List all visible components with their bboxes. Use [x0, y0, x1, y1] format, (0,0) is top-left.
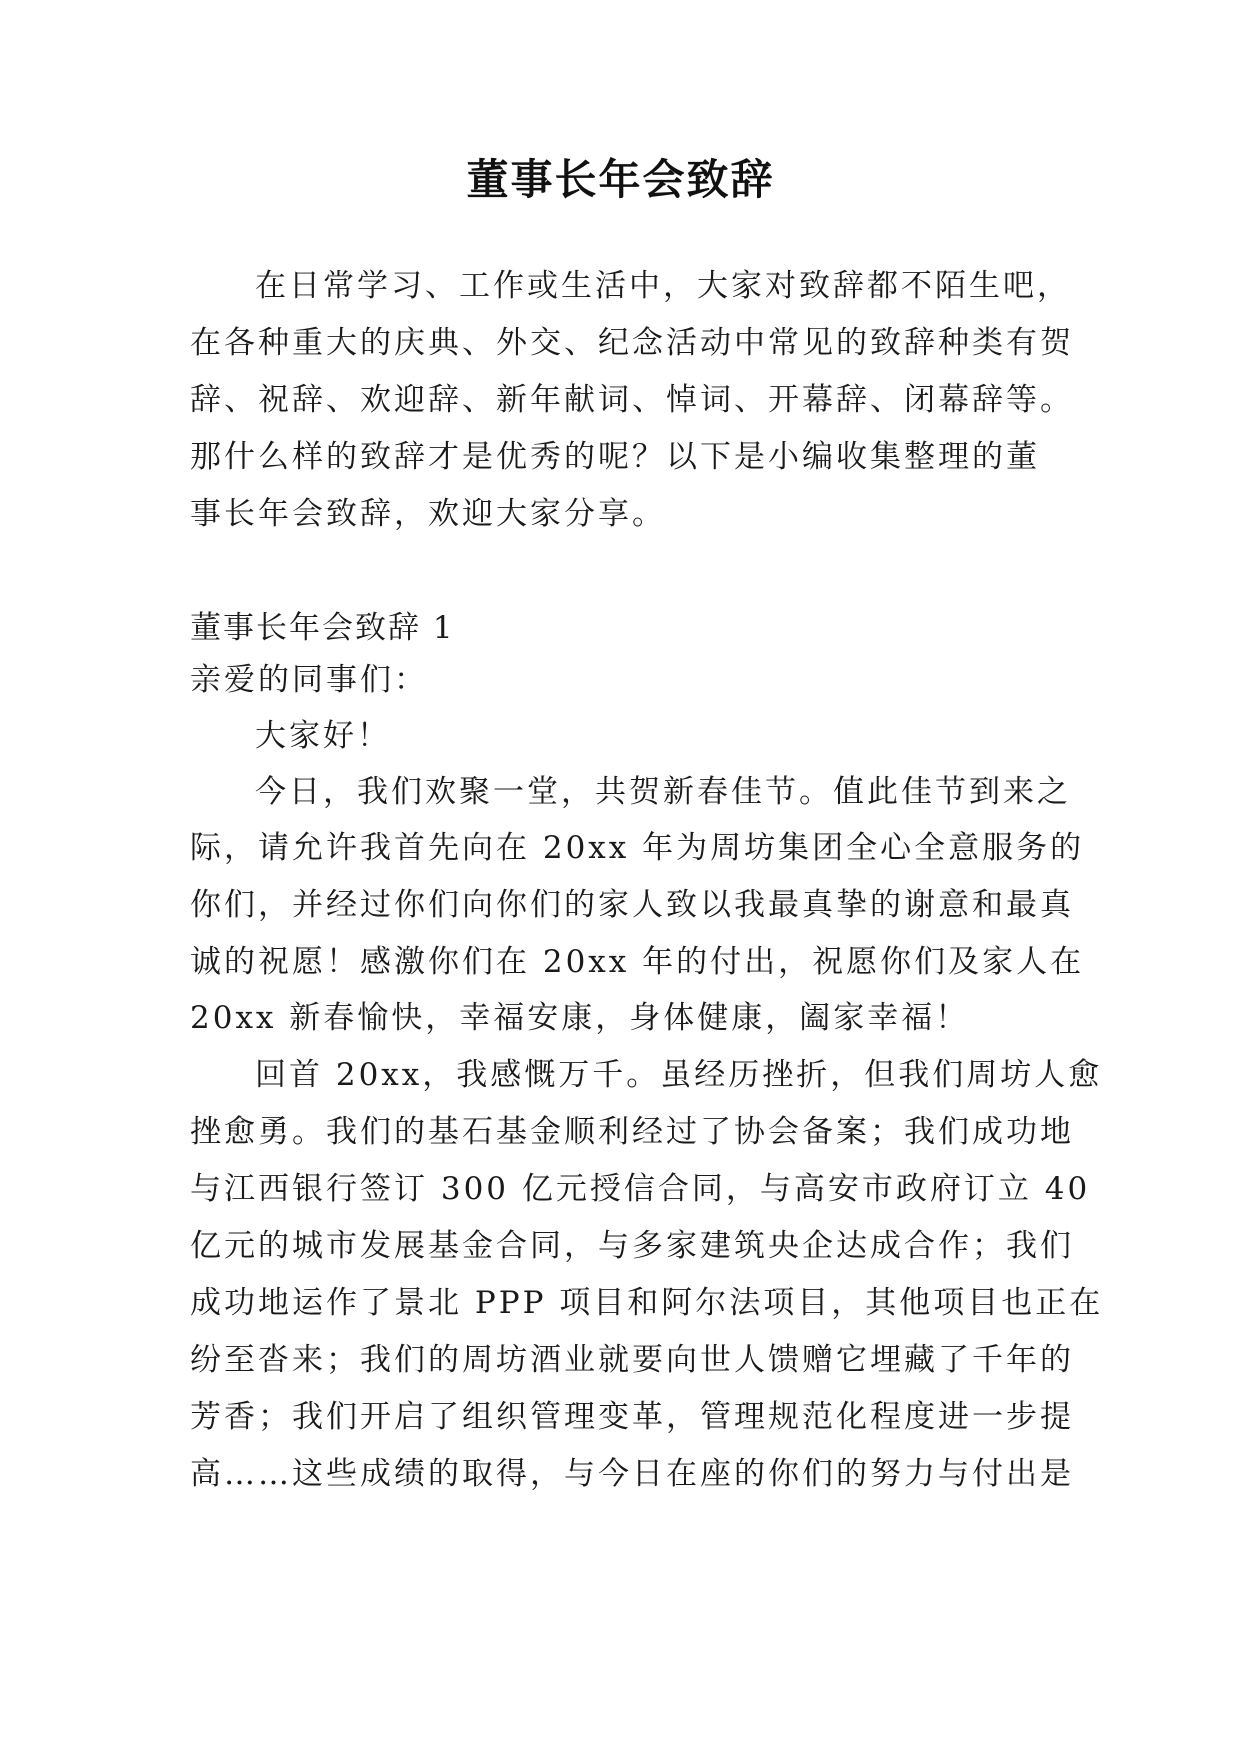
intro-line: 事长年会致辞，欢迎大家分享。: [190, 496, 666, 532]
salutation: 亲爱的同事们：: [190, 662, 428, 698]
intro-line: 那什么样的致辞才是优秀的呢？以下是小编收集整理的董: [190, 439, 1040, 475]
body-line: 纷至沓来；我们的周坊酒业就要向世人馈赠它埋藏了千年的: [190, 1342, 1074, 1378]
body-line: 与江西银行签订 300 亿元授信合同，与高安市政府订立 40: [190, 1171, 1091, 1207]
body-line: 亿元的城市发展基金合同，与多家建筑央企达成合作；我们: [190, 1228, 1074, 1264]
body-line: 芳香；我们开启了组织管理变革，管理规范化程度进一步提: [190, 1399, 1074, 1435]
greeting: 大家好！: [255, 718, 391, 754]
body-line: 挫愈勇。我们的基石基金顺利经过了协会备案；我们成功地: [190, 1114, 1074, 1150]
document-title: 董事长年会致辞: [466, 155, 775, 204]
body-line: 20xx 新春愉快，幸福安康，身体健康，阖家幸福！: [190, 1000, 970, 1036]
body-line: 际，请允许我首先向在 20xx 年为周坊集团全心全意服务的: [190, 830, 1085, 866]
intro-line: 在各种重大的庆典、外交、纪念活动中常见的致辞种类有贺: [190, 325, 1074, 361]
body-line: 今日，我们欢聚一堂，共贺新春佳节。值此佳节到来之: [255, 774, 1071, 810]
body-line: 你们，并经过你们向你们的家人致以我最真挚的谢意和最真: [190, 887, 1074, 923]
body-line: 回首 20xx，我感慨万千。虽经历挫折，但我们周坊人愈: [255, 1057, 1103, 1093]
body-line: 成功地运作了景北 PPP 项目和阿尔法项目，其他项目也正在: [190, 1285, 1104, 1321]
body-line: 诚的祝愿！感激你们在 20xx 年的付出，祝愿你们及家人在: [190, 944, 1085, 980]
section-heading: 董事长年会致辞 1: [190, 610, 455, 646]
intro-line: 在日常学习、工作或生活中，大家对致辞都不陌生吧，: [255, 268, 1071, 304]
intro-line: 辞、祝辞、欢迎辞、新年献词、悼词、开幕辞、闭幕辞等。: [190, 382, 1074, 418]
body-line: 高……这些成绩的取得，与今日在座的你们的努力与付出是: [190, 1456, 1074, 1492]
